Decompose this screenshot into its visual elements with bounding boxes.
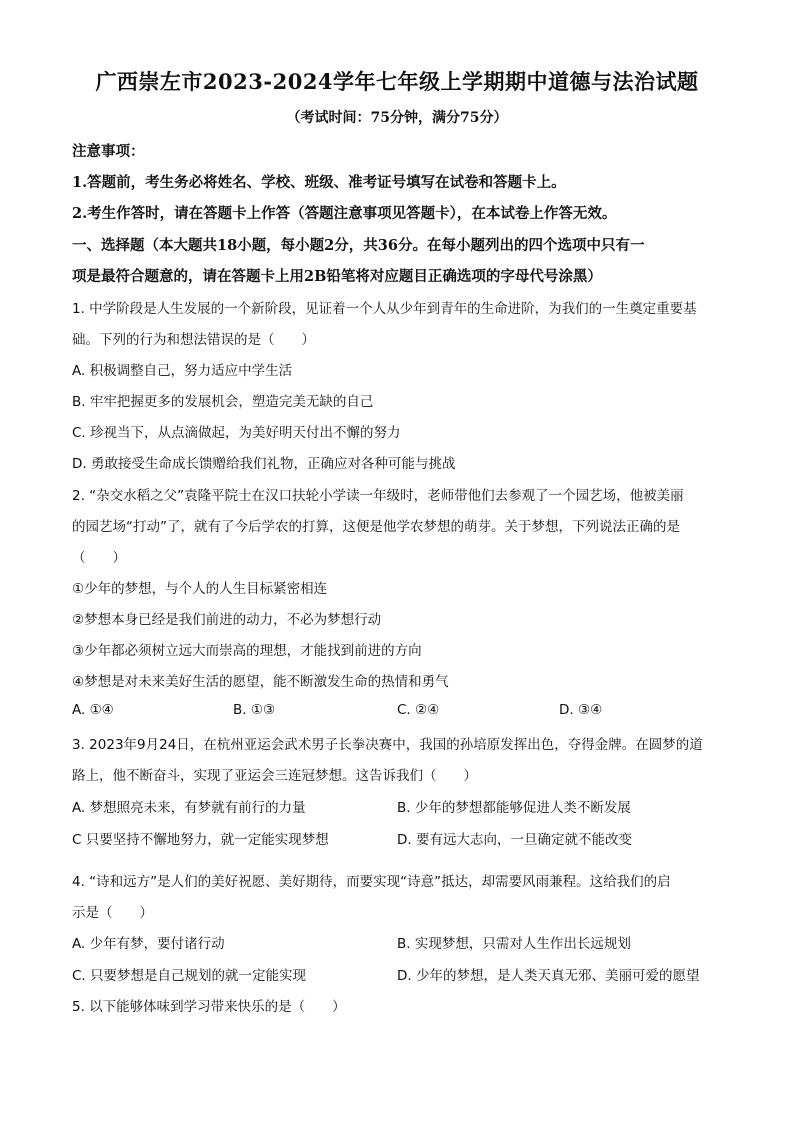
q3-option-a: A. 梦想照亮未来，有梦就有前行的力量 (72, 800, 306, 816)
q3-option-d: D. 要有远大志向，一旦确定就不能改变 (397, 832, 632, 848)
q1-stem-line-2: 础。下列的行为和想法错误的是（ ） (72, 332, 315, 348)
q2-option-c: C. ②④ (397, 702, 440, 718)
q2-option-d: D. ③④ (559, 702, 603, 718)
q3-stem-line-1: 3. 2023年9月24日，在杭州亚运会武术男子长拳决赛中，我国的孙培原发挥出色，夺得金牌。在圆梦的道 (72, 737, 703, 753)
q2-statement-4: ④梦想是对未来美好生活的愿望，能不断激发生命的热情和勇气 (72, 674, 449, 690)
q2-stem-line-2: 的园艺场“打动”了，就有了今后学农的打算，这便是他学农梦想的萌芽。关于梦想，下列说法正确的是 (72, 519, 680, 535)
q2-statement-1: ①少年的梦想，与个人的人生目标紧密相连 (72, 581, 328, 597)
q4-option-c: C. 只要梦想是自己规划的就一定能实现 (72, 968, 307, 984)
q2-stem-line-1: 2. “杂交水稻之父”袁隆平院士在汉口扶轮小学读一年级时，老师带他们去参观了一个园艺场，他被美丽 (72, 488, 684, 504)
q4-option-d: D. 少年的梦想，是人类天真无邪、美丽可爱的愿望 (397, 968, 700, 984)
section-heading-line-2: 项是最符合题意的，请在答题卡上用2B铅笔将对应题目正确选项的字母代号涂黑） (72, 268, 602, 285)
q4-stem-line-2: 示是（ ） (72, 905, 153, 921)
q1-stem-line-1: 1. 中学阶段是人生发展的一个新阶段，见证着一个人从少年到青年的生命进阶，为我们的一生奠定重要基 (72, 301, 697, 317)
q2-statement-2: ②梦想本身已经是我们前进的动力，不必为梦想行动 (72, 612, 382, 628)
q1-option-d: D. 勇敢接受生命成长馈赠给我们礼物，正确应对各种可能与挑战 (72, 456, 456, 472)
q2-option-a: A. ①④ (72, 702, 114, 718)
q1-option-c: C. 珍视当下，从点滴做起，为美好明天付出不懈的努力 (72, 425, 401, 441)
q4-option-b: B. 实现梦想，只需对人生作出长远规划 (397, 936, 631, 952)
exam-time-note: （考试时间：75分钟，满分75分） (286, 110, 508, 126)
notice-heading: 注意事项： (72, 143, 145, 160)
section-heading-line-1: 一、选择题（本大题共18小题，每小题2分，共36分。在每小题列出的四个选项中只有一 (72, 237, 645, 254)
notice-item-1: 1.答题前，考生务必将姓名、学校、班级、准考证号填写在试卷和答题卡上。 (72, 174, 566, 191)
q1-option-a: A. 积极调整自己，努力适应中学生活 (72, 363, 293, 379)
q2-option-b: B. ①③ (233, 702, 276, 718)
q1-option-b: B. 牢牢把握更多的发展机会，塑造完美无缺的自己 (72, 394, 374, 410)
q2-statement-3: ③少年都必须树立远大而崇高的理想，才能找到前进的方向 (72, 643, 422, 659)
page-title: 广西崇左市2023-2024学年七年级上学期期中道德与法治试题 (95, 69, 699, 94)
q4-option-a: A. 少年有梦，要付诸行动 (72, 936, 225, 952)
q4-stem-line-1: 4. “诗和远方”是人们的美好祝愿、美好期待，而要实现“诗意”抵达，却需要风雨兼程。这给我们的启 (72, 874, 671, 890)
q3-stem-line-2: 路上，他不断奋斗，实现了亚运会三连冠梦想。这告诉我们（ ） (72, 768, 477, 784)
q3-option-c: C 只要坚持不懈地努力，就一定能实现梦想 (72, 832, 329, 848)
q2-stem-line-3: （ ） (72, 550, 126, 566)
notice-item-2: 2.考生作答时，请在答题卡上作答（答题注意事项见答题卡），在本试卷上作答无效。 (72, 205, 617, 222)
q3-option-b: B. 少年的梦想都能够促进人类不断发展 (397, 800, 631, 816)
q5-stem-line-1: 5. 以下能够体味到学习带来快乐的是（ ） (72, 999, 346, 1015)
